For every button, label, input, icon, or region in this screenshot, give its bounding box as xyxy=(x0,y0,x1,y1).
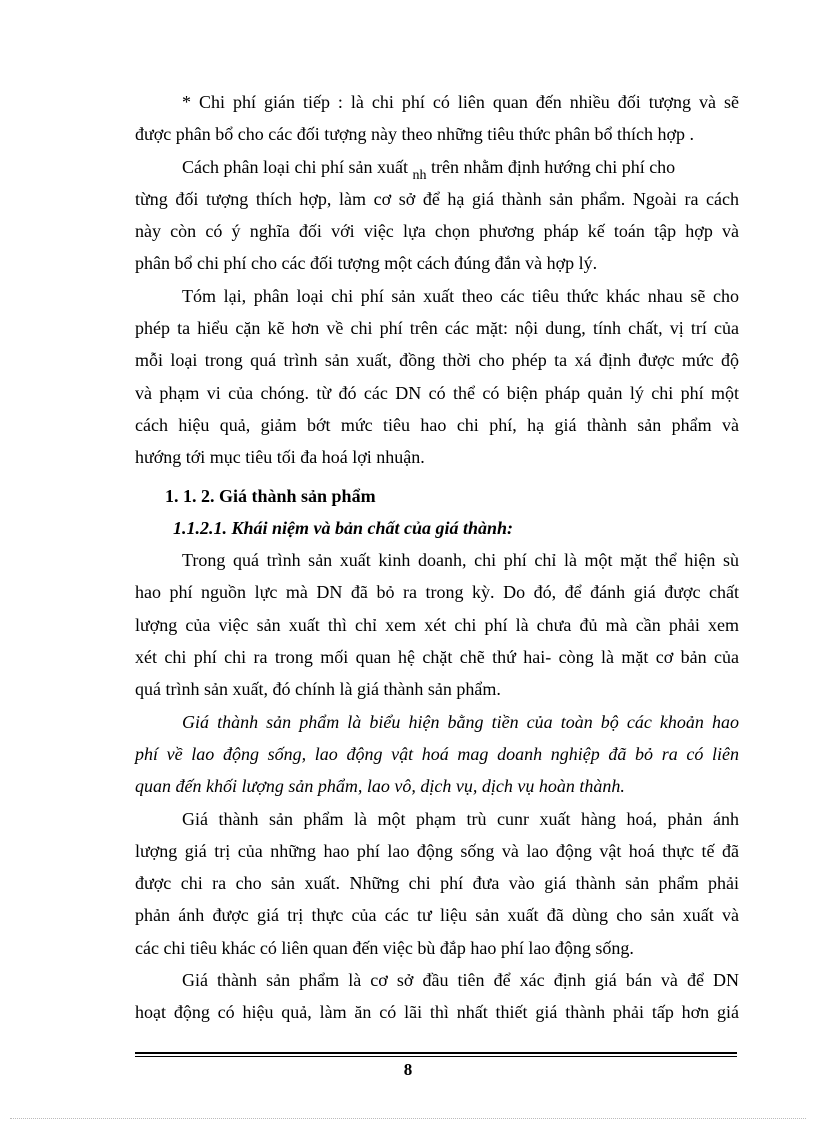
definition-line: Giá thành sản phẩm là biểu hiện bằng tiền của toàn bộ các khoản hao xyxy=(182,711,739,732)
paragraph-text: Cách phân loại chi phí sản xuất xyxy=(182,156,408,177)
subscript-text: nh xyxy=(412,167,427,183)
paragraph-line: * Chi phí gián tiếp : là chi phí có liên quan đến nhiều đối tượng và sẽ xyxy=(182,92,739,112)
paragraph-line: các chi tiêu khác có liên quan đến việc bù đắp hao phí lao động sống. xyxy=(135,937,634,958)
paragraph-text: trên nhằm định hướng chi phí cho xyxy=(430,156,676,177)
definition-line: phí về lao động sống, lao động vật hoá mag doanh nghiệp đã bỏ ra có liên xyxy=(135,743,739,764)
document-body xyxy=(135,86,739,1029)
footer-divider xyxy=(135,1052,737,1057)
paragraph-line: và phạm vi của chóng. từ đó các DN có thể có biện pháp quản lý chi phí một xyxy=(135,382,739,403)
paragraph-line: lượng giá trị của những hao phí lao động sống và lao động vật hoá thực tế đã xyxy=(135,840,739,861)
paragraph-line: Tóm lại, phân loại chi phí sản xuất theo các tiêu thức khác nhau sẽ cho xyxy=(182,285,739,306)
paragraph-line xyxy=(135,151,739,183)
definition-line: quan đến khối lượng sản phẩm, lao vô, dịch vụ, dịch vụ hoàn thành. xyxy=(135,776,625,797)
paragraph-line: phân bổ chi phí cho các đối tượng một cách đúng đắn và hợp lý. xyxy=(135,253,598,274)
paragraph-line: Giá thành sản phẩm là một phạm trù cunr xuất hàng hoá, phản ánh xyxy=(182,808,739,829)
paragraph-line: cách hiệu quả, giảm bớt mức tiêu hao chi phí, hạ giá thành sản phẩm và xyxy=(135,414,739,435)
page-number: 8 xyxy=(403,1060,413,1079)
paragraph-line: hao phí nguồn lực mà DN đã bỏ ra trong kỳ. Do đó, để đánh giá được chất xyxy=(135,582,739,603)
section-heading: 1. 1. 2. Giá thành sản phẩm xyxy=(165,485,376,506)
paragraph-line: hướng tới mục tiêu tối đa hoá lợi nhuận. xyxy=(135,447,425,468)
subsection-heading: 1.1.2.1. Khái niệm và bản chất của giá thành: xyxy=(173,517,514,538)
paragraph-line: hoạt động có hiệu quả, làm ăn có lãi thì nhất thiết giá thành phải tấp hơn giá xyxy=(135,1002,739,1023)
paragraph-line: Trong quá trình sản xuất kinh doanh, chi phí chỉ là một mặt thể hiện sù xyxy=(182,550,739,571)
paragraph-line: lượng của việc sản xuất thì chỉ xem xét chi phí là chưa đủ mà cần phải xem xyxy=(135,614,739,635)
page-edge-divider xyxy=(10,1118,806,1119)
paragraph-line: được phân bổ cho các đối tượng này theo những tiêu thức phân bổ thích hợp . xyxy=(135,124,694,145)
paragraph-line: được chi ra cho sản xuất. Những chi phí đưa vào giá thành sản phẩm phải xyxy=(135,873,739,894)
paragraph-line: này còn có ý nghĩa đối với việc lựa chọn phương pháp kế toán tập hợp và xyxy=(135,221,739,242)
paragraph-line: mỗi loại trong quá trình sản xuất, đồng thời cho phép ta xá định được mức độ xyxy=(135,350,739,371)
paragraph-line: phản ánh được giá trị thực của các tư liệu sản xuất đã dùng cho sản xuất và xyxy=(135,905,739,926)
paragraph-line: từng đối tượng thích hợp, làm cơ sở để hạ giá thành sản phẩm. Ngoài ra cách xyxy=(135,188,739,209)
paragraph-line: phép ta hiểu cặn kẽ hơn về chi phí trên các mặt: nội dung, tính chất, vị trí của xyxy=(135,318,739,339)
paragraph-line: Giá thành sản phẩm là cơ sở đầu tiên để xác định giá bán và để DN xyxy=(182,970,739,991)
paragraph-line: quá trình sản xuất, đó chính là giá thành sản phẩm. xyxy=(135,679,501,700)
paragraph-line: xét chi phí chi ra trong mối quan hệ chặt chẽ thứ hai- còng là mặt cơ bản của xyxy=(135,647,739,668)
